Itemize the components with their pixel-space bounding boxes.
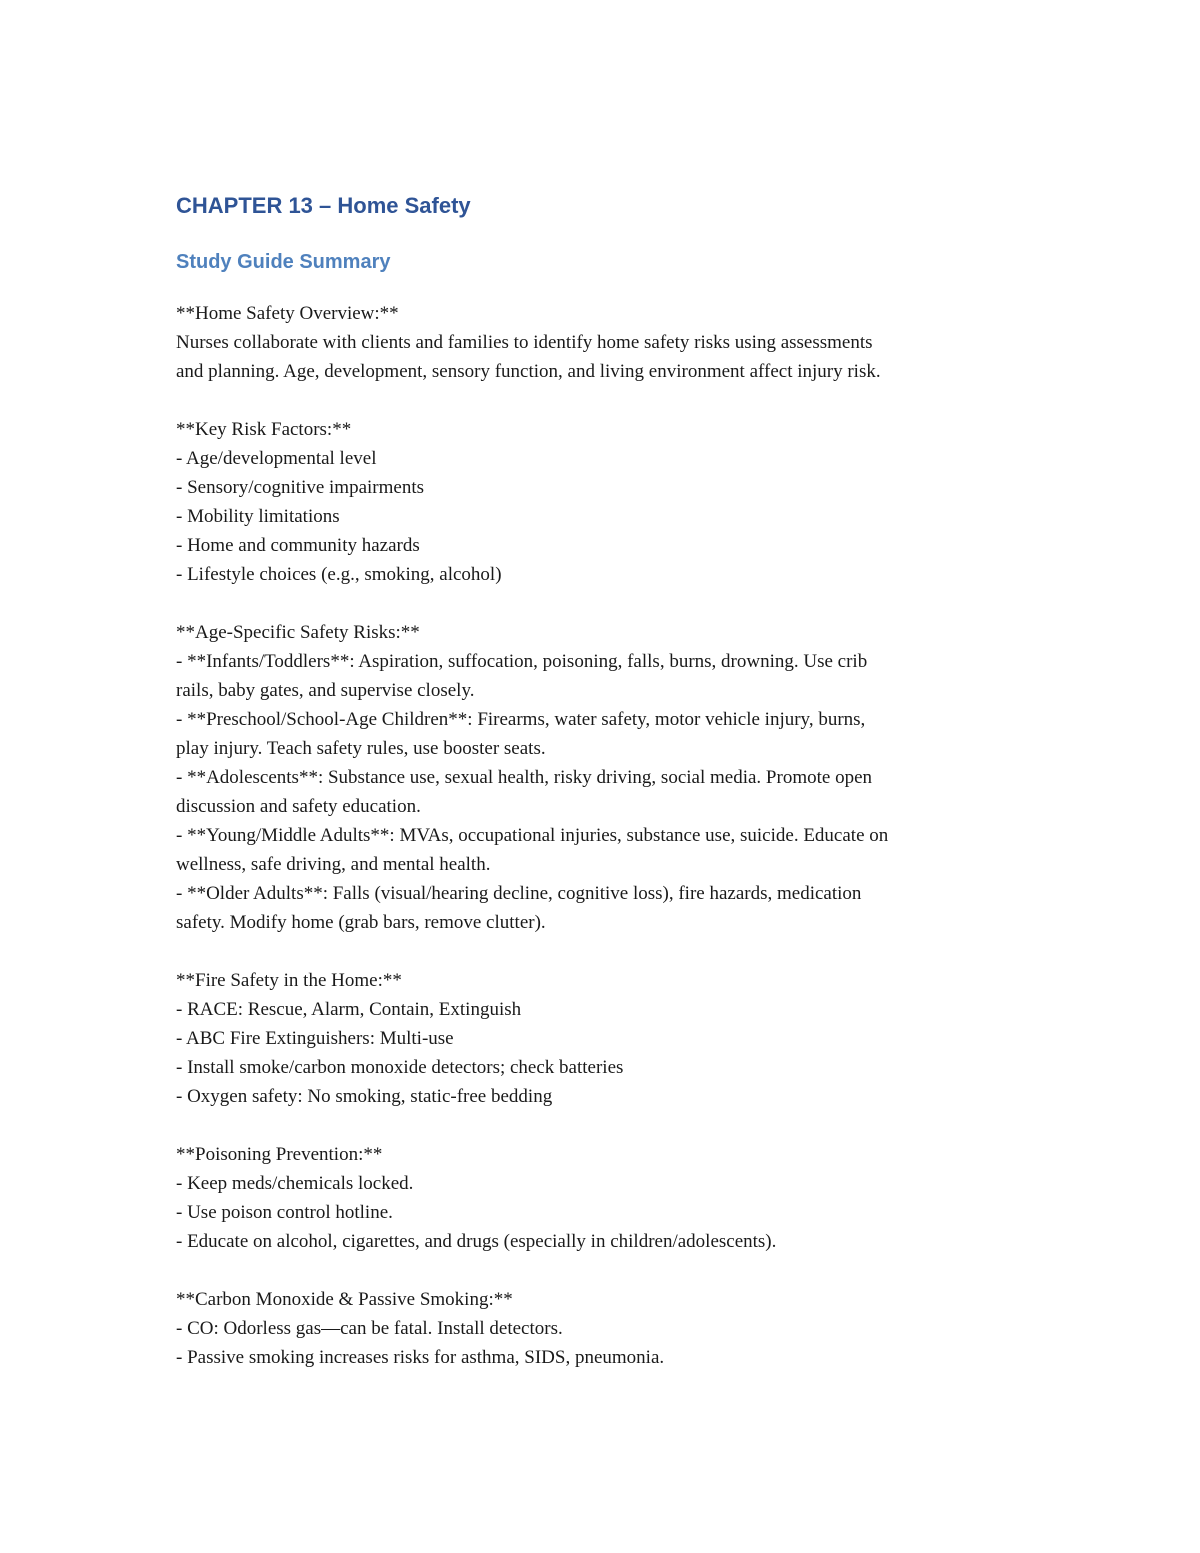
list-item: - Sensory/cognitive impairments [176, 477, 425, 498]
section-heading: **Carbon Monoxide & Passive Smoking:** [176, 1289, 513, 1310]
list-item: - Educate on alcohol, cigarettes, and drugs (especially in children/adolescents). [176, 1231, 777, 1252]
spacer [176, 1111, 1036, 1140]
document-content [176, 188, 1036, 1372]
list-item: - Passive smoking increases risks for asthma, SIDS, pneumonia. [176, 1347, 665, 1368]
list-item: - Keep meds/chemicals locked. [176, 1173, 414, 1194]
section-fire-safety [176, 966, 1036, 1111]
list-item: - RACE: Rescue, Alarm, Contain, Extinguish [176, 999, 522, 1020]
section-heading: **Home Safety Overview:** [176, 303, 399, 324]
list-item: - Oxygen safety: No smoking, static-free bedding [176, 1086, 553, 1107]
spacer [176, 1256, 1036, 1285]
list-item: - ABC Fire Extinguishers: Multi-use [176, 1028, 454, 1049]
list-item-continuation: play injury. Teach safety rules, use booster seats. [176, 738, 546, 759]
list-item-continuation: safety. Modify home (grab bars, remove clutter). [176, 912, 546, 933]
list-item: - Use poison control hotline. [176, 1202, 393, 1223]
section-age-specific [176, 618, 1036, 937]
list-item: - CO: Odorless gas—can be fatal. Install detectors. [176, 1318, 563, 1339]
list-item-continuation: rails, baby gates, and supervise closely. [176, 680, 475, 701]
list-item-continuation: discussion and safety education. [176, 796, 421, 817]
text-line: Nurses collaborate with clients and families to identify home safety risks using assessments [176, 332, 873, 353]
chapter-title: CHAPTER 13 – Home Safety [176, 193, 471, 218]
subtitle: Study Guide Summary [176, 251, 391, 273]
section-heading: **Poisoning Prevention:** [176, 1144, 383, 1165]
spacer [176, 937, 1036, 966]
list-item: - Age/developmental level [176, 448, 377, 469]
text-line: and planning. Age, development, sensory function, and living environment affect injury risk. [176, 361, 881, 382]
section-carbon-monoxide [176, 1285, 1036, 1372]
section-heading: **Age-Specific Safety Risks:** [176, 622, 420, 643]
list-item: - Install smoke/carbon monoxide detectors; check batteries [176, 1057, 624, 1078]
list-item: - Lifestyle choices (e.g., smoking, alcohol) [176, 564, 502, 585]
spacer [176, 386, 1036, 415]
list-item: - Home and community hazards [176, 535, 420, 556]
list-item: - **Older Adults**: Falls (visual/hearing decline, cognitive loss), fire hazards, medication [176, 883, 862, 904]
section-overview [176, 299, 1036, 386]
list-item: - **Infants/Toddlers**: Aspiration, suffocation, poisoning, falls, burns, drowning. Use crib [176, 651, 868, 672]
list-item: - **Preschool/School-Age Children**: Firearms, water safety, motor vehicle injury, burns, [176, 709, 866, 730]
list-item: - Mobility limitations [176, 506, 340, 527]
list-item: - **Adolescents**: Substance use, sexual health, risky driving, social media. Promote open [176, 767, 872, 788]
section-heading: **Key Risk Factors:** [176, 419, 352, 440]
list-item-continuation: wellness, safe driving, and mental health. [176, 854, 491, 875]
spacer [176, 589, 1036, 618]
list-item: - **Young/Middle Adults**: MVAs, occupational injuries, substance use, suicide. Educate on [176, 825, 889, 846]
section-heading: **Fire Safety in the Home:** [176, 970, 402, 991]
section-risk-factors [176, 415, 1036, 589]
section-poisoning [176, 1140, 1036, 1256]
